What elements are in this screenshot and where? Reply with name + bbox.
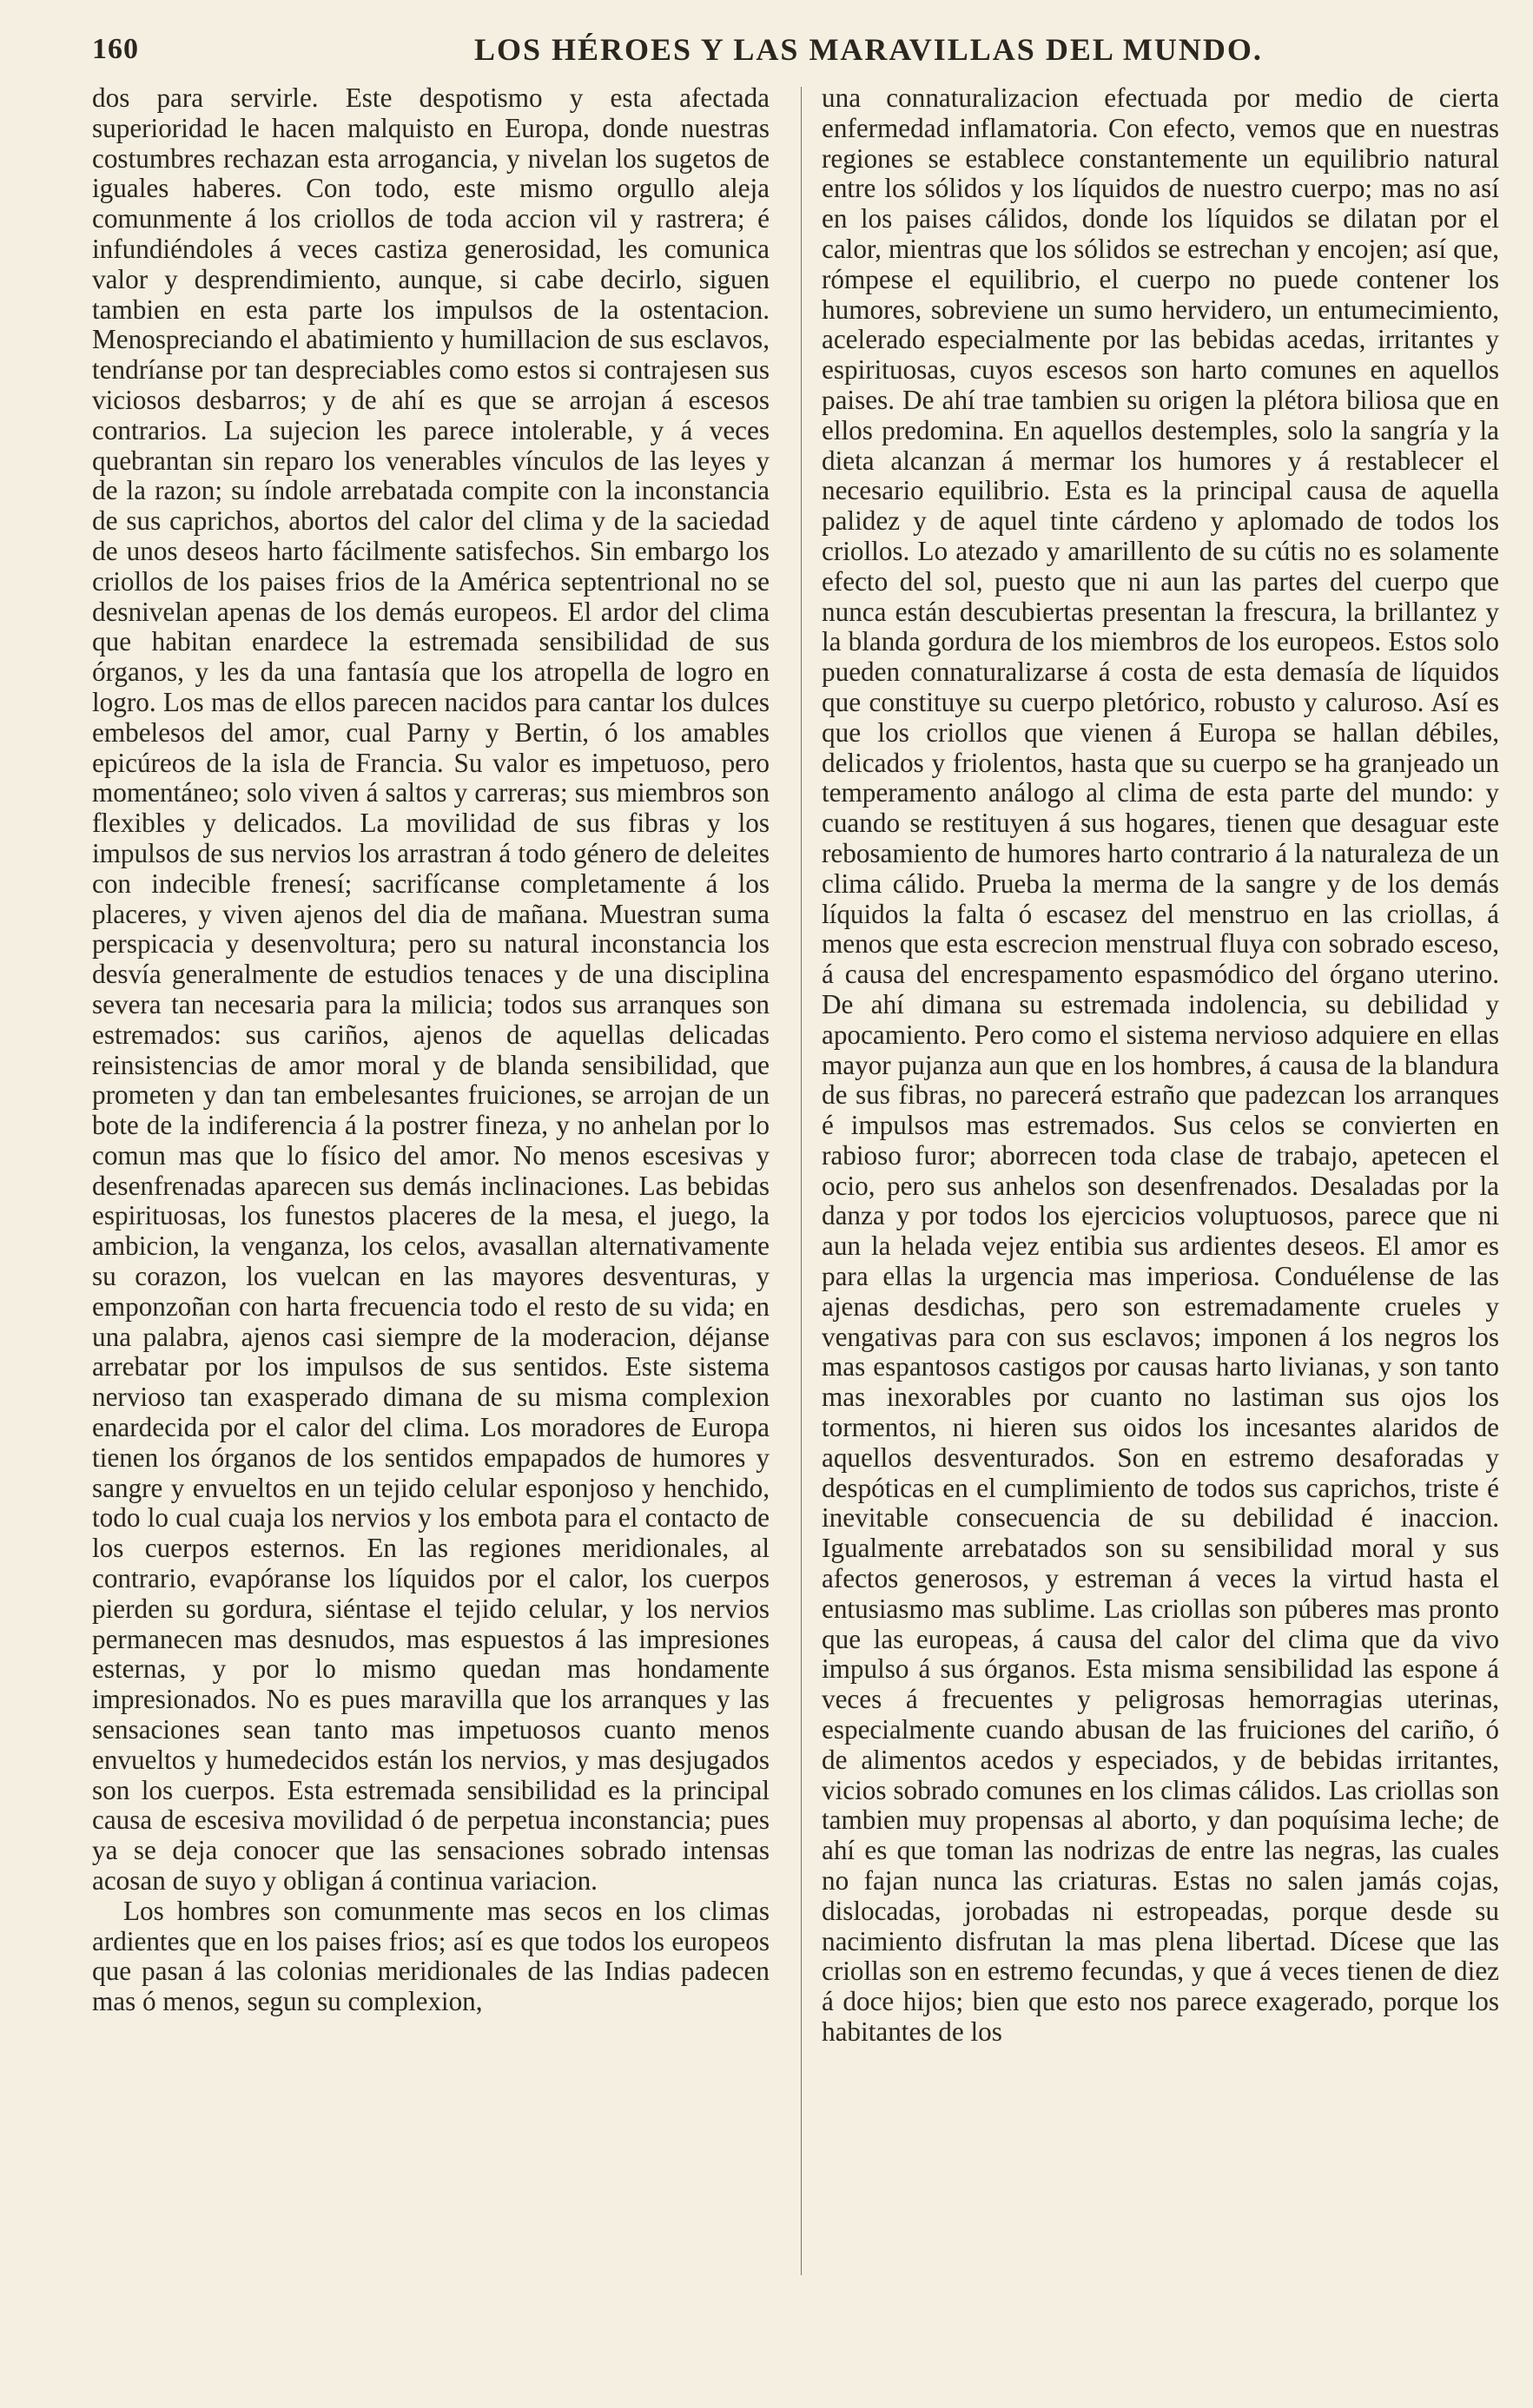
paragraph: dos para servirle. Este despotismo y esta afectada superioridad le hacen malquisto en Europa, donde nuestras costumbres rechazan esta arrogancia, y nivelan los sugetos de iguales haberes. Con todo, este mismo orgullo aleja comunmente á los criollos de toda accion vil y rastrera; é infundiéndoles á veces castiza generosidad, les comunica valor y desprendimiento, aunque, si cabe decirlo, siguen tambien en esta parte los impulsos de la ostentacion. Menospreciando el abatimiento y humillacion de sus esclavos, tendríanse por tan despreciables como estos si contrajesen sus viciosos desbarros; y de ahí es que se arrojan á escesos contrarios. La sujecion les parece intolerable, y á veces quebrantan sin reparo los venerables vínculos de las leyes y de la razon; su índole arrebatada compite con la inconstancia de sus caprichos, abortos del calor del clima y de la saciedad de unos deseos harto fácilmente satisfechos. Sin embargo los criollos de los paises frios de la América septentrional no se desnivelan apenas de los demás europeos. El ardor del clima que habitan enardece la estremada sensibilidad de sus órganos, y les da una fantasía que los atropella de logro en logro. Los mas de ellos parecen nacidos para cantar los dulces embelesos del amor, cual Parny y Bertin, ó los amables epicúreos de la isla de Francia. Su valor es impetuoso, pero momentáneo; solo viven á saltos y carreras; sus miembros son flexibles y delicados. La movilidad de sus fibras y los impulsos de sus nervios los arrastran á todo género de deleites con indecible frenesí; sacrifícanse completamente á los placeres, y viven ajenos del dia de mañana. Muestran suma perspicacia y desenvoltura; pero su natural inconstancia los desvía generalmente de estudios tenaces y de una disciplina severa tan necesaria para la milicia; todos sus arranques son estremados: sus cariños, ajenos de aquellas delicadas reinsistencias de amor moral y de blanda sensibilidad, que prometen y dan tan embelesantes fruiciones, se arrojan de un bote de la indiferencia á la postrer fineza, y no anhelan por lo comun mas que lo físico del amor. No menos escesivas y desenfrenadas aparecen sus demás inclinaciones. Las bebidas espirituosas, los funestos placeres de la mesa, el juego, la ambicion, la venganza, los celos, avasallan alternativamente su corazon, los vuelcan en las mayores desventuras, y emponzoñan con harta frecuencia todo el resto de su vida; en una palabra, ajenos casi siempre de la moderacion, déjanse arrebatar por los impulsos de sus sentidos. Este sistema nervioso tan exasperado dimana de su misma complexion enardecida por el calor del clima. Los moradores de Europa tienen los órganos de los sentidos empapados de humores y sangre y envueltos en un tejido celular esponjoso y henchido, todo lo cual cuaja los nervios y los embota para el contacto de los cuerpos esternos. En las regiones meridionales, al contrario, evapóranse los líquidos por el calor, los cuerpos pierden su gordura, siéntase el tejido celular, y los nervios permanecen mas desnudos, mas espuestos á las impresiones esternas, y por lo mismo quedan mas hondamente impresionados. No es pues maravilla que los arranques y las sensaciones sean tanto mas impetuosos cuanto menos envueltos y humedecidos están los nervios, y mas desjugados son los cuerpos. Esta estremada sensibilidad es la principal causa de escesiva movilidad ó de perpetua inconstancia; pues ya se deja conocer que las sensaciones sobrado intensas acosan de suyo y obligan á continua variacion.: [92, 82, 770, 1897]
left-column: [92, 83, 770, 2017]
column-divider: [801, 87, 802, 2275]
page-number: 160: [92, 33, 139, 65]
paragraph: Los hombres son comunmente mas secos en los climas ardientes que en los paises frios; así es que todos los europeos que pasan á las colonias meridionales de las Indias padecen mas ó menos, segun su complexion,: [92, 1895, 770, 2017]
right-column: [822, 83, 1499, 2048]
running-title: LOS HÉROES Y LAS MARAVILLAS DEL MUNDO.: [474, 32, 1263, 67]
page-header: [92, 31, 1482, 66]
paragraph: una connaturalizacion efectuada por medio de cierta enfermedad inflamatoria. Con efecto, vemos que en nuestras regiones se establece constantemente un equilibrio natural entre los sólidos y los líquidos de nuestro cuerpo; mas no así en los paises cálidos, donde los líquidos se dilatan por el calor, mientras que los sólidos se estrechan y encojen; así que, rómpese el equilibrio, el cuerpo no puede contener los humores, sobreviene un sumo hervidero, un entumecimiento, acelerado especialmente por las bebidas acedas, irritantes y espirituosas, cuyos escesos son harto comunes en aquellos paises. De ahí trae tambien su origen la plétora biliosa que en ellos predomina. En aquellos destemples, solo la sangría y la dieta alcanzan á mermar los humores y á restablecer el necesario equilibrio. Esta es la principal causa de aquella palidez y de aquel tinte cárdeno y aplomado de todos los criollos. Lo atezado y amarillento de su cútis no es solamente efecto del sol, puesto que ni aun las partes del cuerpo que nunca están descubiertas presentan la frescura, la brillantez y la blanda gordura de los miembros de los europeos. Estos solo pueden connaturalizarse á costa de esta demasía de líquidos que constituye su cuerpo pletórico, robusto y caluroso. Así es que los criollos que vienen á Europa se hallan débiles, delicados y friolentos, hasta que su cuerpo se ha granjeado un temperamento análogo al clima de esta parte del mundo: y cuando se restituyen á sus hogares, tienen que desaguar este rebosamiento de humores harto contrario á la naturaleza de un clima cálido. Prueba la merma de la sangre y de los demás líquidos la falta ó escasez del menstruo en las criollas, á menos que esta escrecion menstrual fluya con sobrado esceso, á causa del encrespamento espasmódico del órgano uterino. De ahí dimana su estremada indolencia, su debilidad y apocamiento. Pero como el sistema nervioso adquiere en ellas mayor pujanza aun que en los hombres, á causa de la blandura de sus fibras, no parecerá estraño que padezcan los arranques é impulsos mas estremados. Sus celos se convierten en rabioso furor; aborrecen toda clase de trabajo, apetecen el ocio, pero sus anhelos son desenfrenados. Desaladas por la danza y por todos los ejercicios voluptuosos, parece que ni aun la helada vejez entibia sus ardientes deseos. El amor es para ellas la urgencia mas imperiosa. Conduélense de las ajenas desdichas, pero son estremadamente crueles y vengativas para con sus esclavos; imponen á los negros los mas espantosos castigos por causas harto livianas, y son tanto mas inexorables por cuanto no lastiman sus ojos los tormentos, ni hieren sus oidos los incesantes alaridos de aquellos desventurados. Son en estremo desaforadas y despóticas en el cumplimiento de todos sus caprichos, triste é inevitable consecuencia de su debilidad é inaccion. Igualmente arrebatados son su sensibilidad moral y sus afectos generosos, y estreman á veces la virtud hasta el entusiasmo mas sublime. Las criollas son púberes mas pronto que las europeas, á causa del calor del clima que da vivo impulso á sus órganos. Esta misma sensibilidad las espone á veces á frecuentes y peligrosas hemorragias uterinas, especialmente cuando abusan de las fruiciones del cariño, ó de alimentos acedos y especiados, y de bebidas irritantes, vicios sobrado comunes en los climas cálidos. Las criollas son tambien muy propensas al aborto, y dan poquísima leche; de ahí es que toman las nodrizas de entre las negras, las cuales no fajan nunca las criaturas. Estas no salen jamás cojas, dislocadas, jorobadas ni estropeadas, porque desde su nacimiento disfrutan la mas plena libertad. Dícese que las criollas son en estremo fecundas, y que á veces tienen de diez á doce hijos; bien que esto nos parece exagerado, porque los habitantes de los: [822, 82, 1499, 2047]
